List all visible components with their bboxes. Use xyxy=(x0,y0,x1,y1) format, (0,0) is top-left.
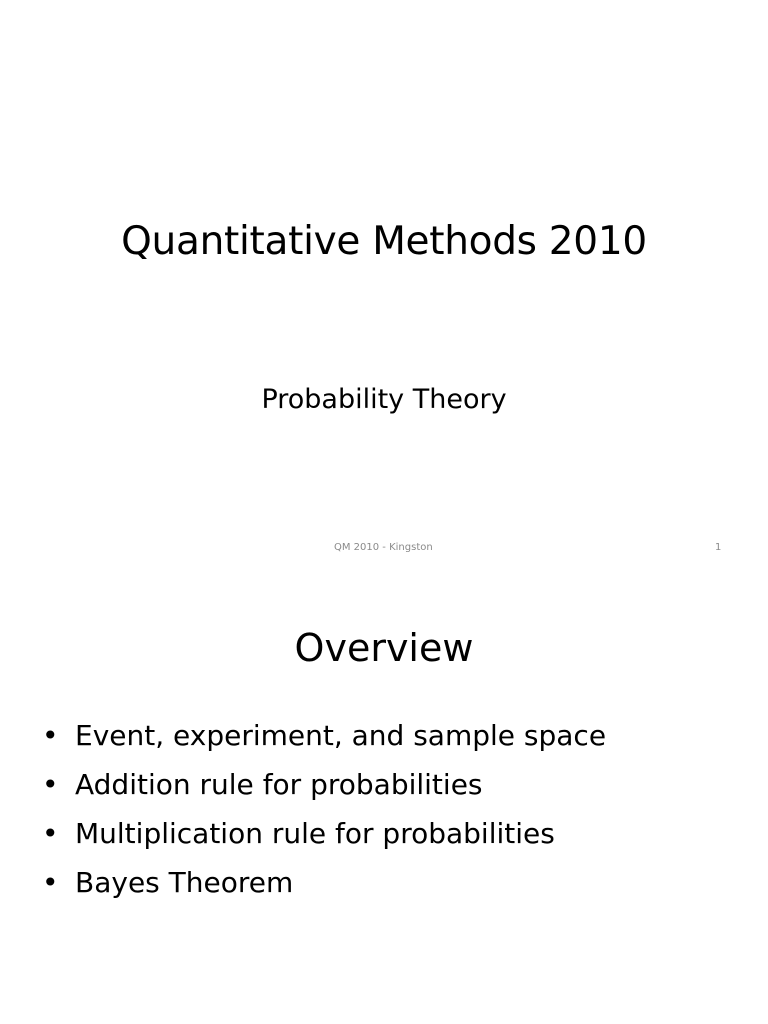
bullet-icon: • xyxy=(42,866,59,899)
bullet-icon: • xyxy=(42,817,59,850)
slide-title: Overview xyxy=(294,626,474,670)
slide-title: Quantitative Methods 2010 xyxy=(121,219,647,264)
bullet-icon: • xyxy=(42,768,59,801)
list-item-text: Multiplication rule for probabilities xyxy=(75,817,555,850)
list-item-text: Event, experiment, and sample space xyxy=(75,719,607,752)
slide-page-number: 1 xyxy=(715,542,722,553)
list-item-text: Addition rule for probabilities xyxy=(75,768,483,801)
slide-subtitle: Probability Theory xyxy=(261,384,507,415)
overview-slide xyxy=(0,576,768,1024)
list-item-text: Bayes Theorem xyxy=(75,866,294,899)
bullet-icon: • xyxy=(42,719,59,752)
slide-footer: QM 2010 - Kingston xyxy=(334,542,433,553)
